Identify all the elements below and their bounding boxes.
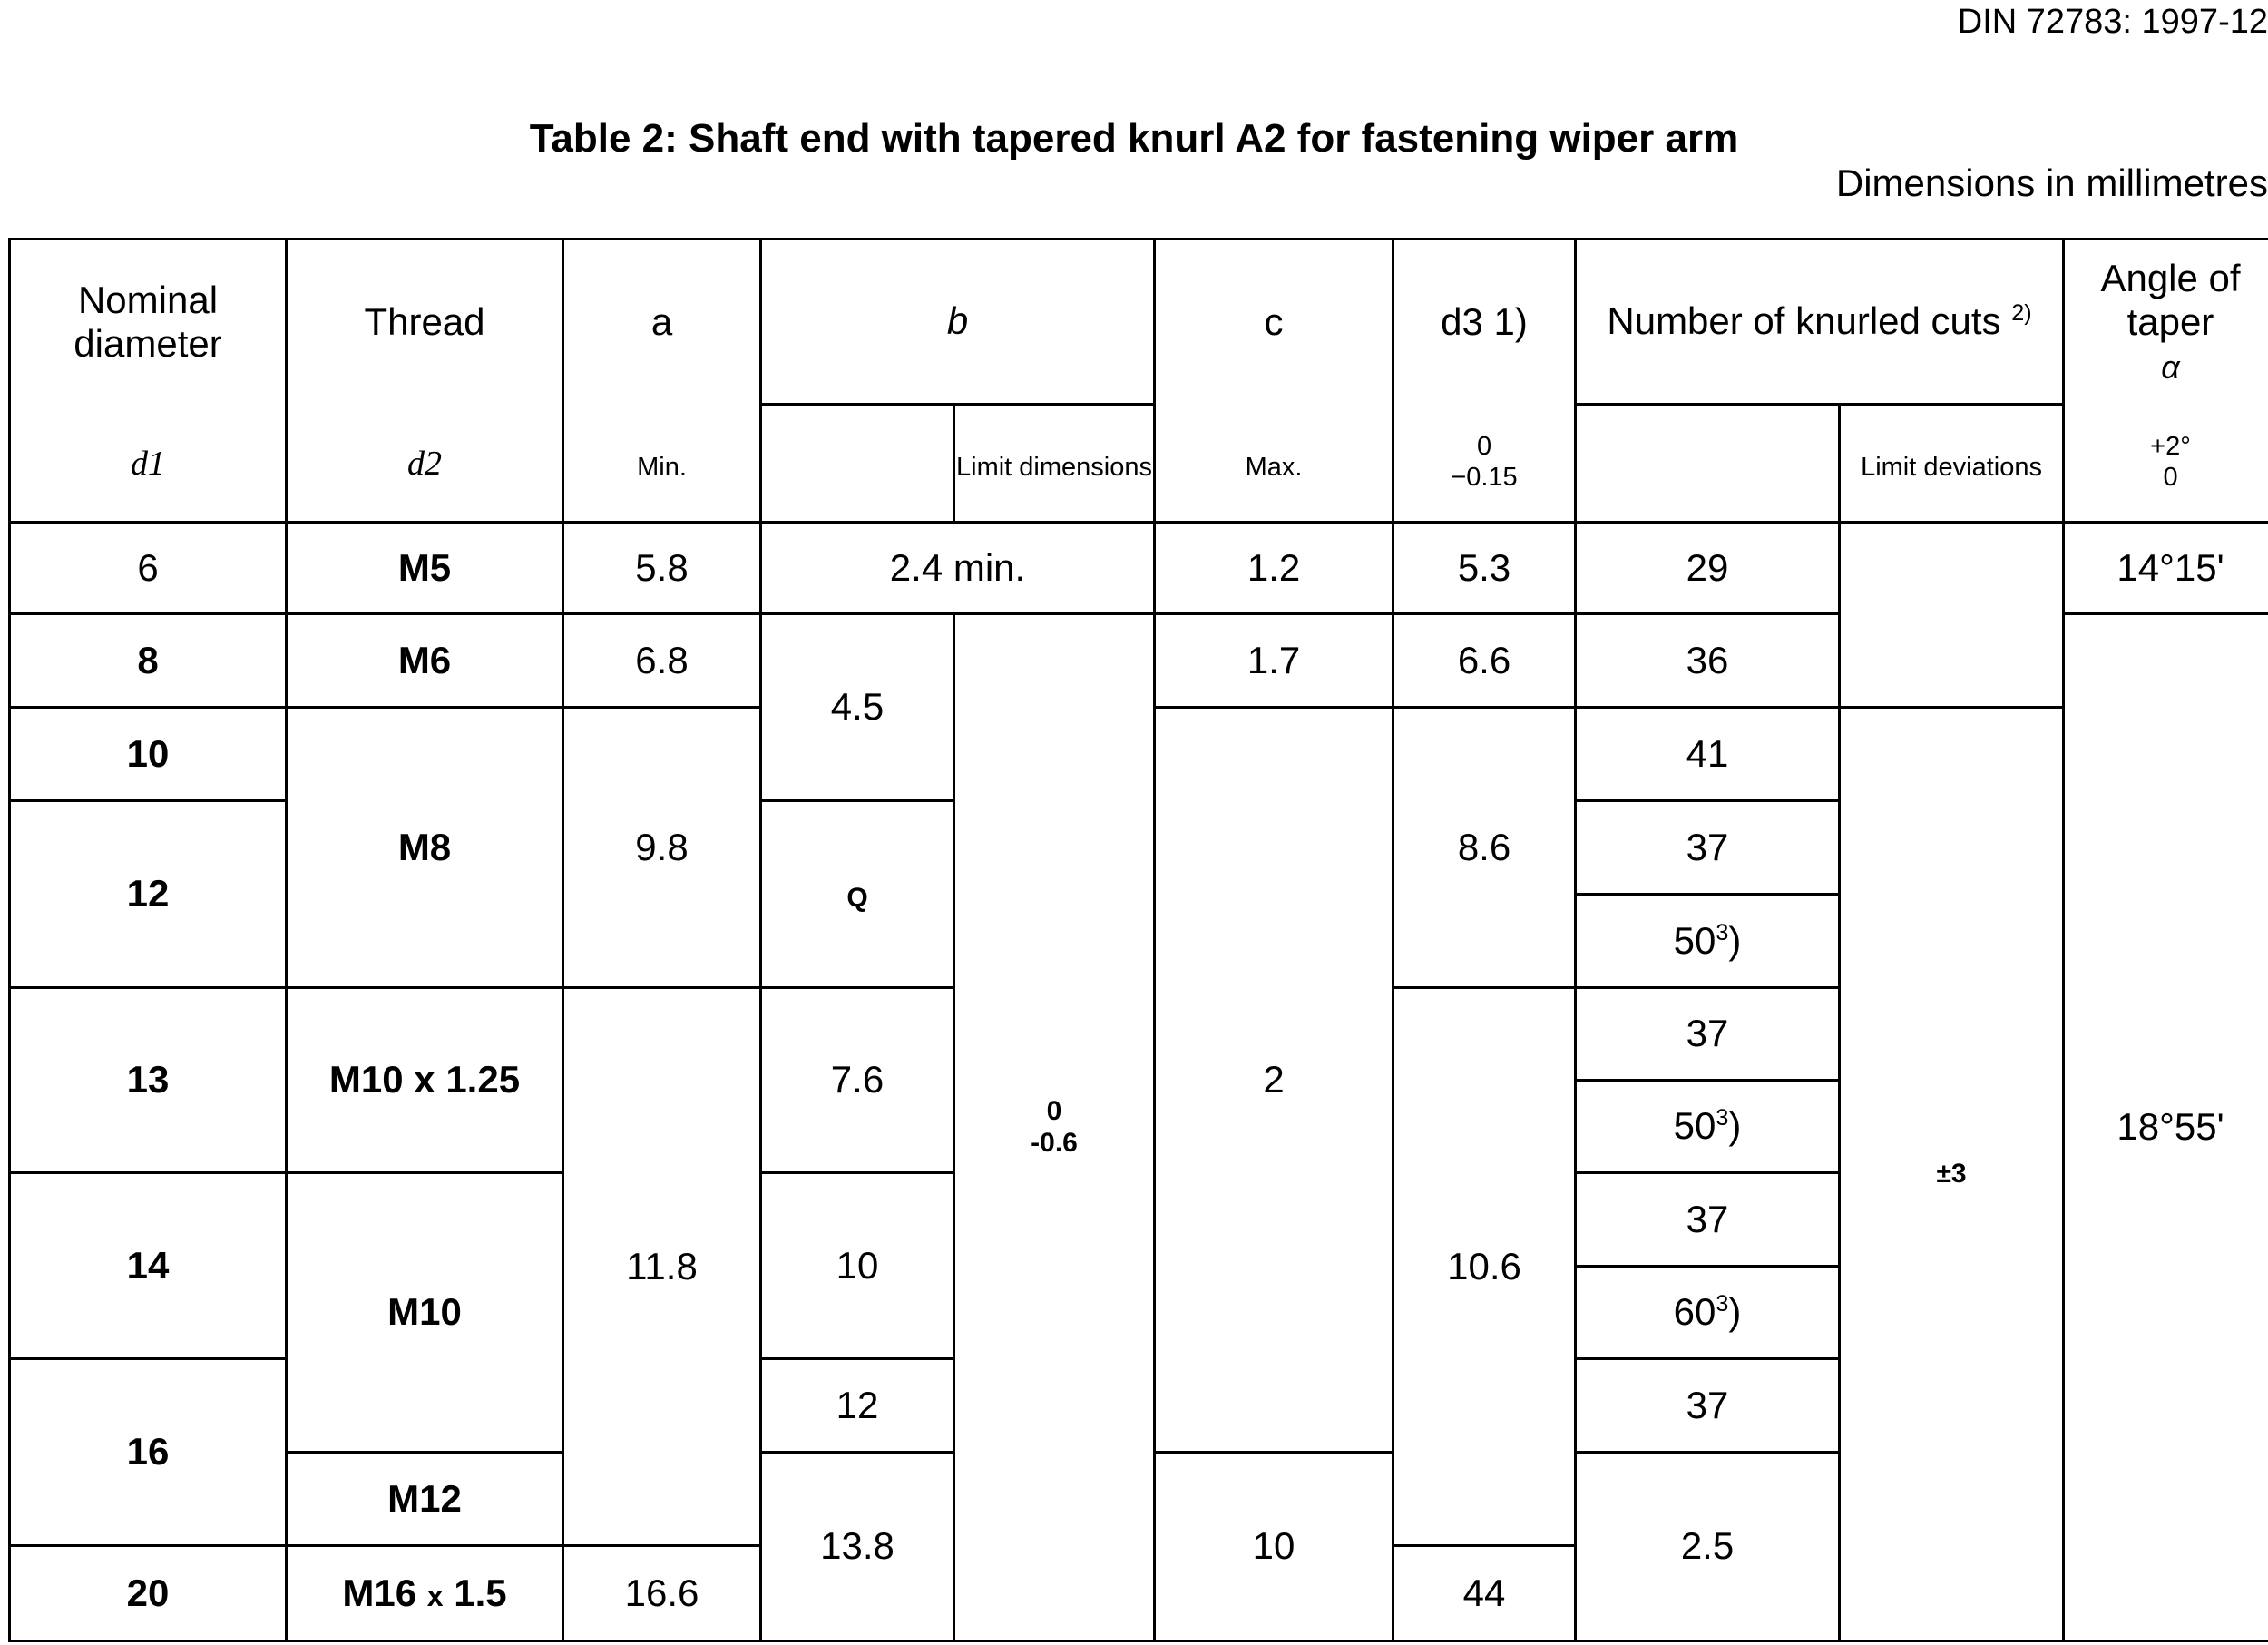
col-header-angle: Angle of taper α	[2064, 240, 2268, 405]
cell-a: 9.8	[563, 708, 761, 988]
cell-b: 2.4 min.	[761, 523, 1155, 614]
subheader-row	[10, 405, 2268, 523]
cell-d2: M6	[287, 614, 563, 708]
sub-cuts-limit: Limit deviations	[1840, 405, 2064, 523]
cell-d1: 6	[10, 523, 287, 614]
sub-c-max: Max.	[1155, 405, 1393, 523]
cell-cuts: 41	[1576, 708, 1840, 801]
col-header-nominal-diameter: Nominal diameter	[10, 240, 287, 405]
cell-a: 13.8	[761, 1453, 954, 1641]
cell-cuts: 29	[1576, 523, 1840, 614]
sub-d3-tolerance: 0 −0.15	[1393, 405, 1576, 523]
cell-d2: M16 x 1.5	[287, 1546, 563, 1641]
cell-d1: 16	[10, 1359, 287, 1546]
col-header-d3: d3 1)	[1393, 240, 1576, 405]
cell-d1: 10	[10, 708, 287, 801]
cell-a: 5.8	[563, 523, 761, 614]
cell-c: 2	[1155, 708, 1393, 1453]
spec-table-wrapper	[8, 238, 2268, 1642]
cell-a: 11.8	[563, 988, 761, 1546]
col-header-a: a	[563, 240, 761, 405]
cell-cuts: $60^3$)	[1576, 1267, 1840, 1359]
cell-d2: M10 x 1.25	[287, 988, 563, 1173]
cell-b: 4.5	[761, 614, 954, 801]
cell-d2: M12	[287, 1453, 563, 1546]
cell-cuts-limit: ±3	[1840, 708, 2064, 1641]
col-header-c: c	[1155, 240, 1393, 405]
cell-d2: M5	[287, 523, 563, 614]
sub-b-limit: Limit dimensions	[954, 405, 1155, 523]
sub-a-min: Min.	[563, 405, 761, 523]
cell-cuts: 36	[1576, 614, 1840, 708]
cell-d3: 6.6	[1393, 614, 1576, 708]
cell-d1: 14	[10, 1173, 287, 1359]
sub-d2: d2	[287, 405, 563, 523]
cell-cuts: 37	[1576, 988, 1840, 1081]
sub-angle-tolerance: +2° 0	[2064, 405, 2268, 523]
cell-b: Q	[761, 801, 954, 988]
cell-cuts: 37	[1576, 1359, 1840, 1453]
cell-a: 6.8	[563, 614, 761, 708]
cell-d1: 12	[10, 801, 287, 988]
sub-cuts-nominal	[1576, 405, 1840, 523]
dimensions-note: Dimensions in millimetres	[1835, 162, 2268, 204]
cell-d1: 8	[10, 614, 287, 708]
cell-cuts: $50^3$)	[1576, 1081, 1840, 1173]
sub-b-nominal	[761, 405, 954, 523]
cell-d3: 10.6	[1393, 988, 1576, 1546]
cell-d1: 20	[10, 1546, 287, 1641]
cell-c: 1.2	[1155, 523, 1393, 614]
cell-angle: 14°15'	[2064, 523, 2268, 614]
cell-d3: 16.6	[563, 1546, 761, 1641]
spec-table	[8, 238, 2268, 1642]
cell-d2: M8	[287, 708, 563, 988]
cell-b: 12	[761, 1359, 954, 1453]
col-header-thread: Thread	[287, 240, 563, 405]
cell-d1: 13	[10, 988, 287, 1173]
cell-b-limit: 0 -0.6	[954, 614, 1155, 1641]
cell-b: 10	[1155, 1453, 1393, 1641]
document-reference: DIN 72783: 1997-12	[1957, 3, 2268, 41]
cell-c: 2.5	[1576, 1453, 1840, 1641]
cell-d2: M10	[287, 1173, 563, 1453]
cell-c: 1.7	[1155, 614, 1393, 708]
cell-cuts: 37	[1576, 1173, 1840, 1267]
table-title: Table 2: Shaft end with tapered knurl A2 for fastening wiper arm	[529, 116, 1739, 161]
cell-angle: 18°55'	[2064, 614, 2268, 1641]
cell-cuts: 37	[1576, 801, 1840, 895]
cell-d3: 8.6	[1393, 708, 1576, 988]
header-row	[10, 240, 2268, 405]
sub-d1: d1	[10, 405, 287, 523]
table-row	[10, 523, 2268, 614]
cell-cuts: $50^3$)	[1576, 895, 1840, 988]
cell-b: 10	[761, 1173, 954, 1359]
col-header-b: b	[761, 240, 1155, 405]
cell-b: 7.6	[761, 988, 954, 1173]
cell-cuts: 44	[1393, 1546, 1576, 1641]
cell-d3: 5.3	[1393, 523, 1576, 614]
col-header-knurled-cuts: Number of knurled cuts $^{2)}$	[1576, 240, 2064, 405]
cell-cuts-limit-blank	[1840, 523, 2064, 708]
